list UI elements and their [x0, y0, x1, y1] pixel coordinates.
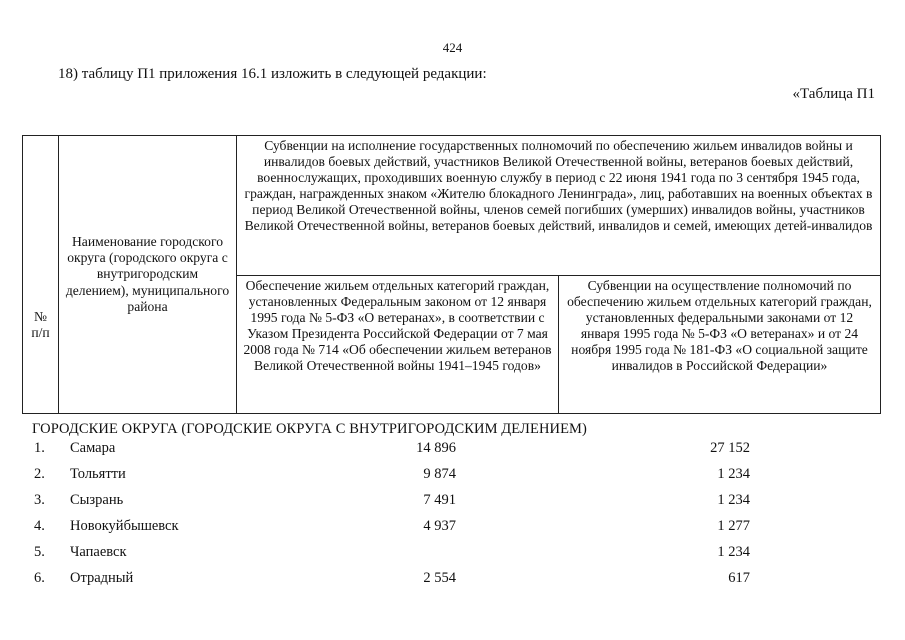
- row-index: 6.: [34, 570, 45, 586]
- row-name: Тольятти: [70, 466, 126, 482]
- table-row: [0, 570, 905, 596]
- header-number-column: № п/п: [23, 136, 59, 414]
- row-value-housing: 7 491: [423, 492, 456, 508]
- data-rows: [0, 440, 905, 596]
- section-title: ГОРОДСКИЕ ОКРУГА (ГОРОДСКИЕ ОКРУГА С ВНУТРИГОРОДСКИМ ДЕЛЕНИЕМ): [32, 421, 587, 437]
- row-value-subsidies: 1 234: [717, 466, 750, 482]
- header-subcolumn-subsidies: Субвенции на осуществление полномочий по обеспечению жильем отдельных категорий граждан, установленных федеральными законами от 12 января 1995 года № 5-ФЗ «О ветеранах» и от 24 ноября 1995 года № 181-ФЗ «О социальной защите инвалидов в Российской Федерации»: [559, 276, 881, 414]
- table-row: [0, 440, 905, 466]
- row-name: Новокуйбышевск: [70, 518, 179, 534]
- table-reference: «Таблица П1: [792, 86, 875, 102]
- row-value-subsidies: 1 277: [717, 518, 750, 534]
- row-value-housing: 2 554: [423, 570, 456, 586]
- header-subsidy-column: Субвенции на исполнение государственных полномочий по обеспечению жильем инвалидов войны и инвалидов боевых действий, участников Великой Отечественной войны, ветеранов боевых действий, военнослужащих, проходивших военную службу в период с 22 июня 1941 года по 3 сентября 1945 года, граждан, награжденных знаком «Жителю блокадного Ленинграда», лиц, работавших на военных объектах в период Великой Отечественной войны, членов семей погибших (умерших) инвалидов войны, участников Великой Отечественной войны, ветеранов боевых действий, инвалидов и семей, имеющих детей-инвалидов: [237, 136, 881, 276]
- table-row: [0, 544, 905, 570]
- row-value-subsidies: 1 234: [717, 544, 750, 560]
- row-index: 1.: [34, 440, 45, 456]
- row-value-housing: 14 896: [416, 440, 456, 456]
- intro-text: 18) таблицу П1 приложения 16.1 изложить в следующей редакции:: [58, 66, 487, 82]
- header-name-column: Наименование городского округа (городского округа с внутригородским делением), муниципального района: [59, 136, 237, 414]
- row-value-subsidies: 1 234: [717, 492, 750, 508]
- row-value-housing: 4 937: [423, 518, 456, 534]
- row-value-housing: 9 874: [423, 466, 456, 482]
- table-header: [22, 135, 881, 414]
- row-value-subsidies: 27 152: [710, 440, 750, 456]
- row-name: Сызрань: [70, 492, 124, 508]
- table-row: [0, 492, 905, 518]
- row-name: Чапаевск: [70, 544, 127, 560]
- page-number: 424: [442, 40, 463, 55]
- row-index: 4.: [34, 518, 45, 534]
- row-value-subsidies: 617: [728, 570, 750, 586]
- row-index: 5.: [34, 544, 45, 560]
- row-index: 3.: [34, 492, 45, 508]
- table-row: [0, 518, 905, 544]
- table-row: [0, 466, 905, 492]
- header-subcolumn-housing: Обеспечение жильем отдельных категорий граждан, установленных Федеральным законом от 12 января 1995 года № 5-ФЗ «О ветеранах», в соответствии с Указом Президента Российской Федерации от 7 мая 2008 года № 714 «Об обеспечении жильем ветеранов Великой Отечественной войны 1941–1945 годов»: [237, 276, 559, 414]
- row-name: Самара: [70, 440, 116, 456]
- row-index: 2.: [34, 466, 45, 482]
- row-name: Отрадный: [70, 570, 134, 586]
